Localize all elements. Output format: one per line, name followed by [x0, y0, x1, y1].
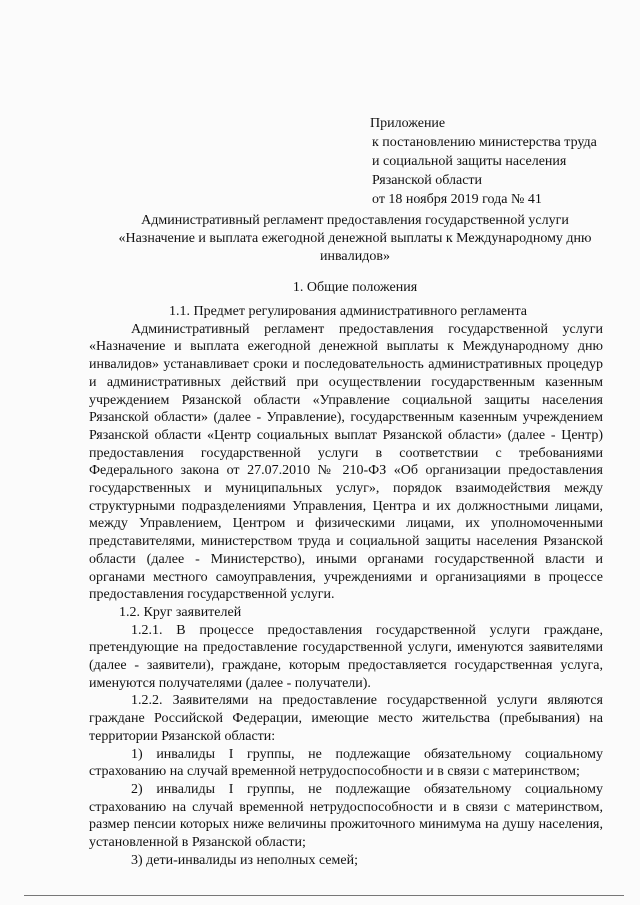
paragraph: 1.2. Круг заявителей	[119, 604, 242, 620]
approval-line: к постановлению министерства труда	[372, 135, 597, 150]
title-line: «Назначение и выплата ежегодной денежной выплаты к Международному дню	[118, 231, 592, 246]
title-line: инвалидов»	[320, 249, 390, 264]
list-item: 3) дети-инвалиды из неполных семей;	[131, 852, 359, 868]
approval-block	[372, 114, 632, 209]
paragraph: 1.2.1. В процессе предоставления государственной услуги граждане, претендующие на предоставление государственной услуги, именуются заявителями (далее - заявители), граждане, которым предоставляется государственная услуга, именуются получателями (далее - получатели).	[89, 622, 603, 691]
list-item: 2) инвалиды I группы, не подлежащие обязательному социальному страхованию на случай временной нетрудоспособности и в связи с материнством, размер пенсии которых ниже величины прожиточного минимума на душу населения, установленной в Рязанской области;	[89, 781, 603, 851]
approval-title: Приложение	[370, 116, 446, 131]
paragraph: 1.1. Предмет регулирования административного регламента	[169, 304, 527, 319]
paragraph: Административный регламент предоставления государственной услуги «Назначение и выплата ежегодной денежной выплаты к Международному дню инвалидов» устанавливает сроки и последовательность административных процедур и административных действий при осуществлении государственным казенным учреждением Рязанской области «Управление социальной защиты населения Рязанской области» (далее - Управление), государственным казенным учреждением Рязанской области «Центр социальных выплат Рязанской области» (далее - Центр) предоставления государственной услуги в соответствии с требованиями Федерального закона от 27.07.2010 № 210-ФЗ «Об организации предоставления государственных и муниципальных услуг», порядок взаимодействия между структурными подразделениями Управления, Центра и их должностными лицами, между Управлением, Центром и физическими лицами, их уполномоченными представителями, министерством труда и социальной защиты населения Рязанской области (далее - Министерство), иными органами государственной власти и органами местного самоуправления, учреждениями и организациями в процессе предоставления государственной услуги.	[89, 321, 603, 603]
scan-edge-line	[24, 895, 624, 896]
document-title	[95, 212, 615, 266]
approval-line: Рязанской области	[372, 173, 483, 188]
approval-date: от 18 ноября 2019 года № 41	[372, 192, 542, 207]
document-body	[89, 303, 603, 870]
approval-line: и социальной защиты населения	[372, 154, 567, 169]
section-heading: 1. Общие положения	[292, 280, 418, 295]
paragraph: 1.2.2. Заявителями на предоставление государственной услуги являются граждане Российской Федерации, имеющие место жительства (пребывания) на территории Рязанской области:	[89, 693, 603, 744]
list-item: 1) инвалиды I группы, не подлежащие обязательному социальному страхованию на случай временной нетрудоспособности и в связи с материнством;	[89, 746, 603, 780]
title-line: Административный регламент предоставления государственной услуги	[141, 213, 569, 228]
